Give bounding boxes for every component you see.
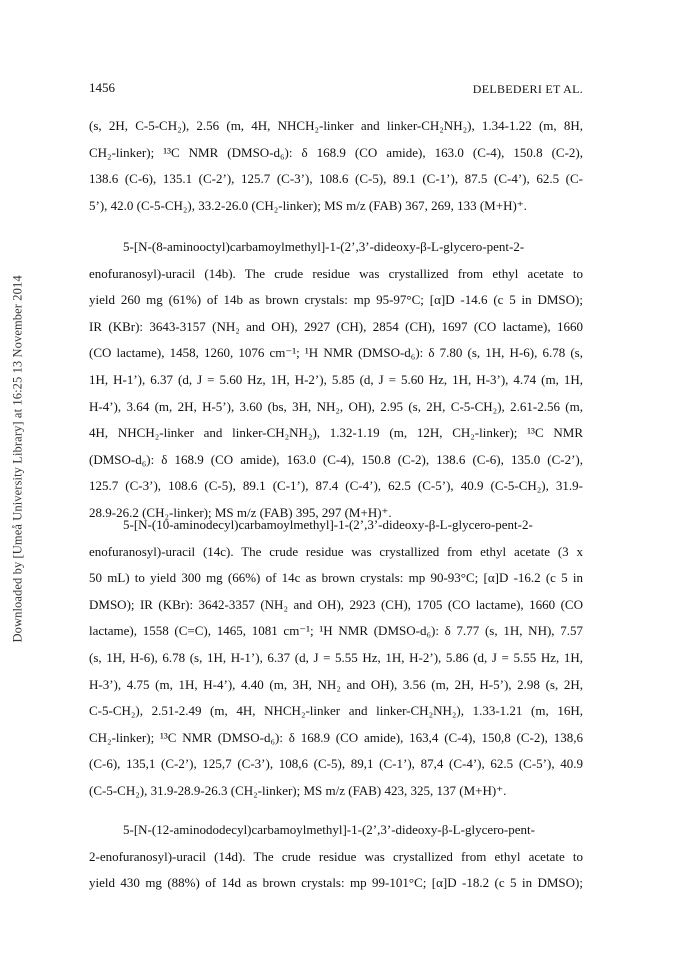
text-line: (CO lactame), 1458, 1260, 1076 cm⁻¹; ¹H NMR (DMSO-d₆): δ 7.80 (s, 1H, H-6), 6.78 (s, [89, 345, 583, 361]
text-line: H-3’), 4.75 (m, 1H, H-4’), 4.40 (m, 3H, NH₂ and OH), 3.56 (m, 2H, H-5’), 2.98 (s, 2H, [89, 676, 583, 692]
page-number: 1456 [89, 80, 115, 95]
running-head: DELBEDERI ET AL. [472, 82, 583, 96]
text-line: 28.9-26.2 (CH₂-linker); MS m/z (FAB) 395, 297 (M+H)⁺. [89, 504, 392, 520]
download-watermark: Downloaded by [Umeå University Library] at 16:25 13 November 2014 [10, 275, 25, 643]
text-line: CH₂-linker); ¹³C NMR (DMSO-d₆): δ 168.9 (CO amide), 163.0 (C-4), 150.8 (C-2), [89, 144, 583, 160]
text-line: yield 430 mg (88%) of 14d as brown crystals: mp 99-101°C; [α]D -18.2 (c 5 in DMSO); [89, 875, 583, 891]
text-line: (s, 1H, H-6), 6.78 (s, 1H, H-1’), 6.37 (d, J = 5.55 Hz, 1H, H-2’), 5.86 (d, J = 5.55 Hz, 1H, [89, 649, 583, 665]
text-line: 50 mL) to yield 300 mg (66%) of 14c as brown crystals: mp 90-93°C; [α]D -16.2 (c 5 in [89, 570, 583, 586]
text-line: H-4’), 3.64 (m, 2H, H-5’), 3.60 (bs, 3H, NH₂, OH), 2.95 (s, 2H, C-5-CH₂), 2.61-2.56 (m, [89, 398, 583, 414]
text-line: 4H, NHCH₂-linker and linker-CH₂NH₂), 1.32-1.19 (m, 12H, CH₂-linker); ¹³C NMR [89, 425, 583, 441]
text-line: lactame), 1558 (C=C), 1465, 1081 cm⁻¹; ¹H NMR (DMSO-d₆): δ 7.77 (s, 1H, NH), 7.57 [89, 623, 583, 639]
paragraph-14b [89, 234, 583, 527]
text-line: DMSO); IR (KBr): 3642-3357 (NH₂ and OH), 2923 (CH), 1705 (CO lactame), 1660 (CO [89, 596, 583, 612]
text-line: 138.6 (C-6), 135.1 (C-2’), 125.7 (C-3’), 108.6 (C-5), 89.1 (C-1’), 87.5 (C-4’), 62.5 (C- [89, 171, 583, 187]
text-line: (C-6), 135,1 (C-2’), 125,7 (C-3’), 108,6 (C-5), 89,1 (C-1’), 87,4 (C-4’), 62.5 (C-5’), 40.9 [89, 756, 583, 772]
text-line: 5’), 42.0 (C-5-CH₂), 33.2-26.0 (CH₂-linker); MS m/z (FAB) 367, 269, 133 (M+H)⁺. [89, 197, 527, 213]
text-line: 1H, H-1’), 6.37 (d, J = 5.60 Hz, 1H, H-2’), 5.85 (d, J = 5.60 Hz, 1H, H-3’), 4.74 (m, 1H, [89, 371, 583, 387]
text-line: enofuranosyl)-uracil (14c). The crude residue was crystallized from ethyl acetate (3 x [89, 543, 583, 559]
text-line: 2-enofuranosyl)-uracil (14d). The crude residue was crystallized from ethyl acetate to [89, 848, 583, 864]
paragraph-14a-continued [89, 113, 583, 219]
text-line: IR (KBr): 3643-3157 (NH₂ and OH), 2927 (CH), 2854 (CH), 1697 (CO lactame), 1660 [89, 318, 583, 334]
text-line: enofuranosyl)-uracil (14b). The crude residue was crystallized from ethyl acetate to [89, 265, 583, 281]
text-line: (C-5-CH₂), 31.9-28.9-26.3 (CH₂-linker); MS m/z (FAB) 423, 325, 137 (M+H)⁺. [89, 782, 507, 798]
paragraph-14c [89, 512, 583, 805]
text-line: 5-[N-(10-aminodecyl)carbamoylmethyl]-1-(2’,3’-dideoxy-β-L-glycero-pent-2- [123, 517, 533, 532]
paragraph-14d [89, 817, 583, 897]
text-line: (s, 2H, C-5-CH₂), 2.56 (m, 4H, NHCH₂-linker and linker-CH₂NH₂), 1.34-1.22 (m, 8H, [89, 118, 583, 133]
text-line: 5-[N-(12-aminododecyl)carbamoylmethyl]-1-(2’,3’-dideoxy-β-L-glycero-pent- [123, 822, 535, 837]
text-line: CH₂-linker); ¹³C NMR (DMSO-d₆): δ 168.9 (CO amide), 163,4 (C-4), 150,8 (C-2), 138,6 [89, 729, 583, 745]
text-line: 5-[N-(8-aminooctyl)carbamoylmethyl]-1-(2’,3’-dideoxy-β-L-glycero-pent-2- [123, 239, 525, 254]
text-line: 125.7 (C-3’), 108.6 (C-5), 89.1 (C-1’), 87.4 (C-4’), 62.5 (C-5’), 40.9 (C-5-CH₂), 31.9- [89, 478, 583, 494]
text-line: C-5-CH₂), 2.51-2.49 (m, 4H, NHCH₂-linker and linker-CH₂NH₂), 1.33-1.21 (m, 16H, [89, 703, 583, 719]
text-line: yield 260 mg (61%) of 14b as brown crystals: mp 95-97°C; [α]D -14.6 (c 5 in DMSO); [89, 292, 583, 308]
text-line: (DMSO-d₆): δ 168.9 (CO amide), 163.0 (C-4), 150.8 (C-2), 138.6 (C-6), 135.0 (C-2’), [89, 451, 583, 467]
